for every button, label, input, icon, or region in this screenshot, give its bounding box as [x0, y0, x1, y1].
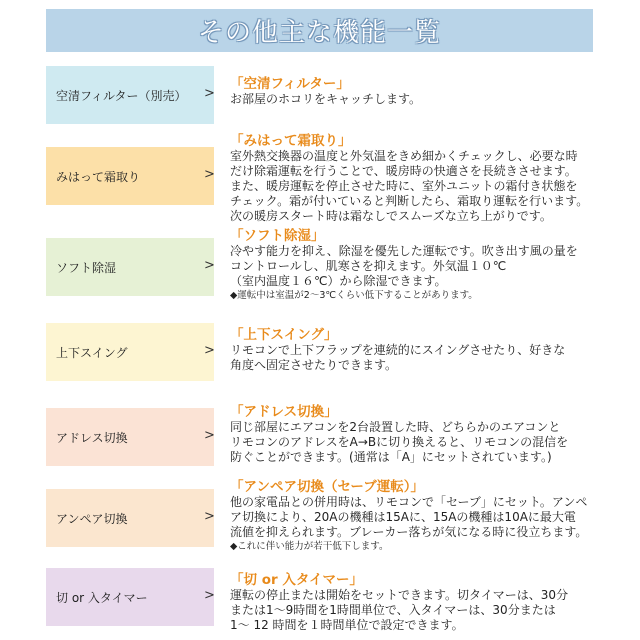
feature-label: アドレス切換	[56, 430, 128, 445]
feature-label: 切 or 入タイマー	[56, 590, 148, 605]
feature-note: ◆運転中は室温が2～3℃くらい低下することがあります。	[230, 290, 478, 301]
feature-note: ◆これに伴い能力が若干低下します。	[230, 541, 389, 552]
feature-text-line: チェック。霜が付いていると判断したら、霜取り運転を行います。	[230, 194, 589, 208]
feature-text-line: 冷やす能力を抑え、除湿を優先した運転です。吹き出す風の量を	[230, 244, 578, 258]
feature-text-line: 角度へ固定させたりできます。	[230, 358, 398, 372]
page-title: その他主な機能一覧	[197, 18, 441, 48]
feature-description	[230, 76, 610, 107]
feature-label: アンペア切換	[56, 511, 128, 526]
feature-title: 「切 or 入タイマー」	[230, 572, 364, 588]
feature-title: 「空清フィルター」	[230, 76, 350, 92]
feature-description	[230, 404, 610, 465]
feature-label-box	[46, 66, 214, 124]
feature-description	[230, 133, 610, 224]
feature-text-line: または1～9時間を1時間単位で、入タイマーは、30分または	[230, 603, 556, 617]
feature-text-line: コントロールし、肌寒さを抑えます。外気温１０℃	[230, 259, 507, 273]
feature-label: みはって霜取り	[56, 169, 141, 184]
feature-label-box	[46, 408, 214, 466]
chevron-right-icon: >	[204, 167, 215, 182]
feature-text-line: 1～ 12 時間を１時間単位で設定できます。	[230, 618, 464, 632]
feature-text-line: （室内温度１６℃）から除湿できます。	[230, 274, 447, 288]
feature-text-line: リモコンで上下フラップを連続的にスイングさせたり、好きな	[230, 343, 566, 357]
feature-title: 「上下スイング」	[230, 327, 338, 343]
chevron-right-icon: >	[204, 86, 215, 101]
feature-text-line: 流値を抑えられます。ブレーカー落ちが気になる時に役立ちます。	[230, 525, 588, 539]
chevron-right-icon: >	[204, 509, 215, 524]
feature-label-box	[46, 238, 214, 296]
feature-text-line: また、暖房運転を停止させた時に、室外ユニットの霜付き状態を	[230, 179, 578, 193]
page-header	[46, 9, 593, 52]
chevron-right-icon: >	[204, 343, 215, 358]
feature-label: ソフト除湿	[56, 260, 117, 275]
chevron-right-icon: >	[204, 258, 215, 273]
feature-label-box	[46, 147, 214, 205]
chevron-right-icon: >	[204, 588, 215, 603]
feature-text-line: リモコンのアドレスをA→Bに切り換えると、リモコンの混信を	[230, 435, 569, 449]
feature-title: 「アドレス切換」	[230, 404, 338, 420]
feature-label-box	[46, 568, 214, 626]
feature-title: 「ソフト除湿」	[230, 228, 325, 244]
feature-description	[230, 572, 610, 633]
feature-title: 「みはって霜取り」	[230, 133, 352, 149]
feature-title: 「アンペア切換（セーブ運転）」	[230, 479, 424, 495]
feature-description	[230, 228, 610, 302]
feature-text-line: だけ除霜運転を行うことで、暖房時の快適さを長続きさせます。	[230, 164, 577, 178]
feature-text-line: 運転の停止または開始をセットできます。切タイマーは、30分	[230, 588, 569, 602]
feature-text-line: 他の家電品との併用時は、リモコンで「セーブ」にセット。アンペ	[230, 495, 588, 509]
feature-text-line: ア切換により、20Aの機種は15Aに、15Aの機種は10Aに最大電	[230, 510, 576, 524]
feature-label: 空清フィルター（別売）	[56, 88, 187, 103]
feature-label: 上下スイング	[56, 345, 128, 360]
feature-text-line: 室外熱交換器の温度と外気温をきめ細かくチェックし、必要な時	[230, 149, 578, 163]
feature-label-box	[46, 489, 214, 547]
feature-description	[230, 479, 610, 553]
chevron-right-icon: >	[204, 428, 215, 443]
feature-description	[230, 327, 610, 373]
feature-text-line: 次の暖房スタート時は霜なしでスムーズな立ち上がりです。	[230, 209, 552, 223]
feature-text-line: お部屋のホコリをキャッチします。	[230, 92, 422, 106]
feature-text-line: 防ぐことができます。(通常は「A」にセットされています。)	[230, 450, 552, 464]
feature-text-line: 同じ部屋にエアコンを2台設置した時、どちらかのエアコンと	[230, 420, 561, 434]
feature-label-box	[46, 323, 214, 381]
